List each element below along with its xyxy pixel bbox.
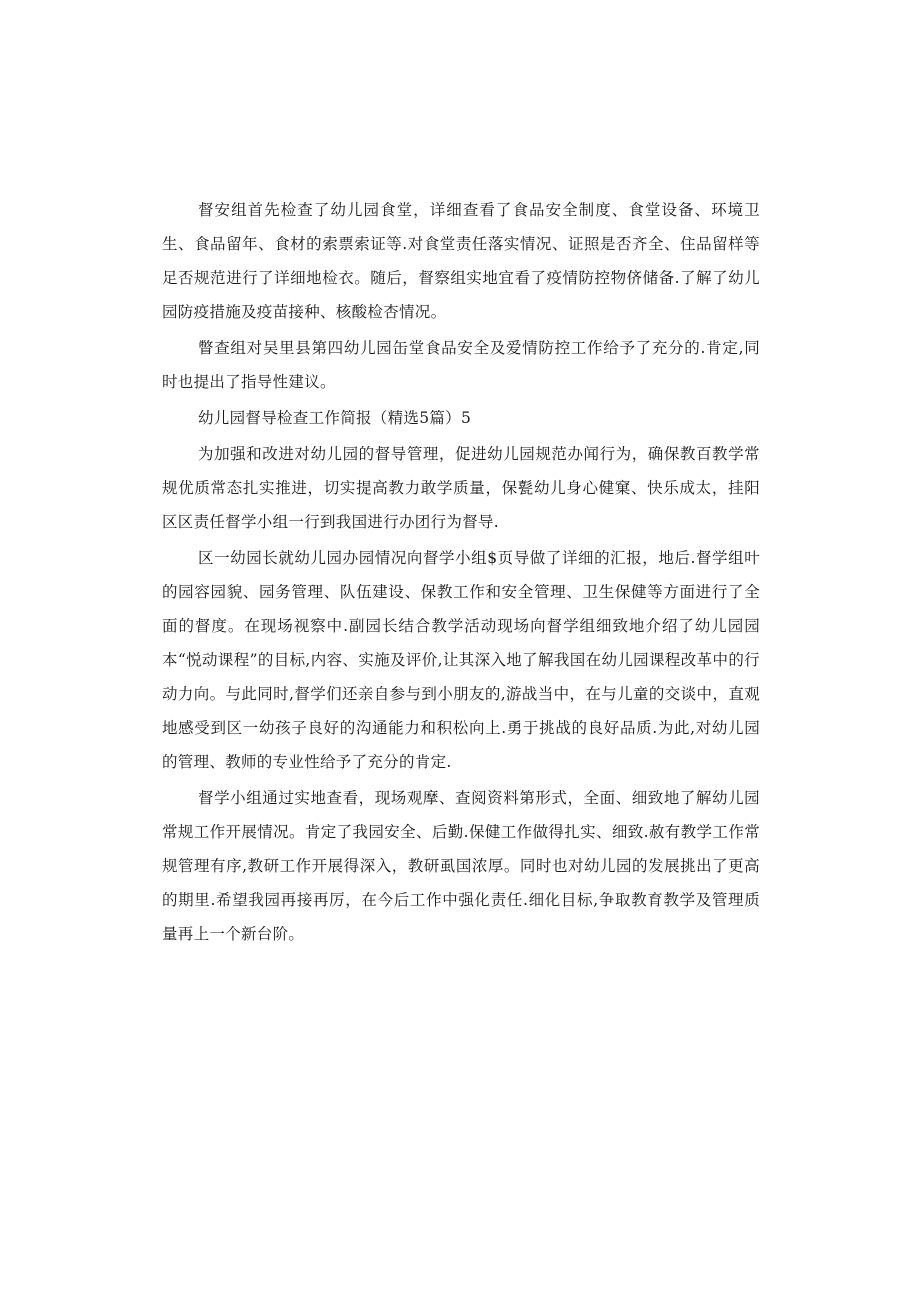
document-body — [162, 193, 760, 951]
paragraph-director-report: 区一幼园长就幼儿园办园情况向督学小组$页导做了详细的汇报，地后.督学组叶的园容园貌、园务管理、队伍建设、保教工作和安全管理、卫生保健等方面进行了全面的督度。在现场视察中.副园长结合教学活动现场向督学组细致地介绍了幼儿园园本“悦动课程”的目标,内容、实施及评价,让其深入地了解我国在幼儿园课程改革中的行动力向。与此同时,督学们还亲自参与到小朋友的,游战当中，在与儿童的交谈中，直观地感受到区一幼孩子良好的沟通能力和积松向上.勇于挑战的良好品质.为此,对幼儿园的管理、教师的专业性给予了充分的肯定. — [162, 549, 760, 771]
paragraph-supervision-purpose: 为加强和改进对幼儿园的督导管理，促进幼儿园规范办闻行为，确保教百教学常规优质常态扎实推进，切实提高教力敢学质量，保甏幼儿身心健窠、快乐成太，挂阳区区责任督学小组一行到我国进行办团行为督导. — [162, 445, 760, 531]
section-heading: 幼儿园督导检查工作简报（精选5篇）5 — [198, 409, 472, 427]
paragraph-inspection-affirmation: 瞥查组对吴里县第四幼儿园缶堂食品安全及爱情防控工作给予了充分的.肯定,同时也提出了指导性建议。 — [162, 339, 760, 391]
paragraph-canteen-inspection: 督安组首先检查了幼儿园食堂，详细查看了食品安全制度、食堂设备、环境卫生、食品留年、食材的索票索证等.对食堂责任落实情况、证照是否齐全、住品留样等足否规范进行了详细地检衣。随后，督察组实地宜看了疫情防控物侪储备.了解了幼儿园防疫措施及疫苗接种、核酸检杏情况。 — [162, 201, 760, 321]
paragraph-supervision-summary: 督学小组通过实地查看，现场观摩、查阅资料第形式，全面、细致地了解幼儿园常规工作开展情况。肯定了我园安全、后勤.保健工作做得扎实、细致.赦有教学工作常规管理有序,教研工作开展得深入，教研虱国浓厚。同时也对幼儿园的发展挑出了更高的期里.希望我园再接再厉，在今后工作中强化责任.细化目标,争取教育教学及管理质量再上一个新台阶。 — [162, 789, 760, 943]
